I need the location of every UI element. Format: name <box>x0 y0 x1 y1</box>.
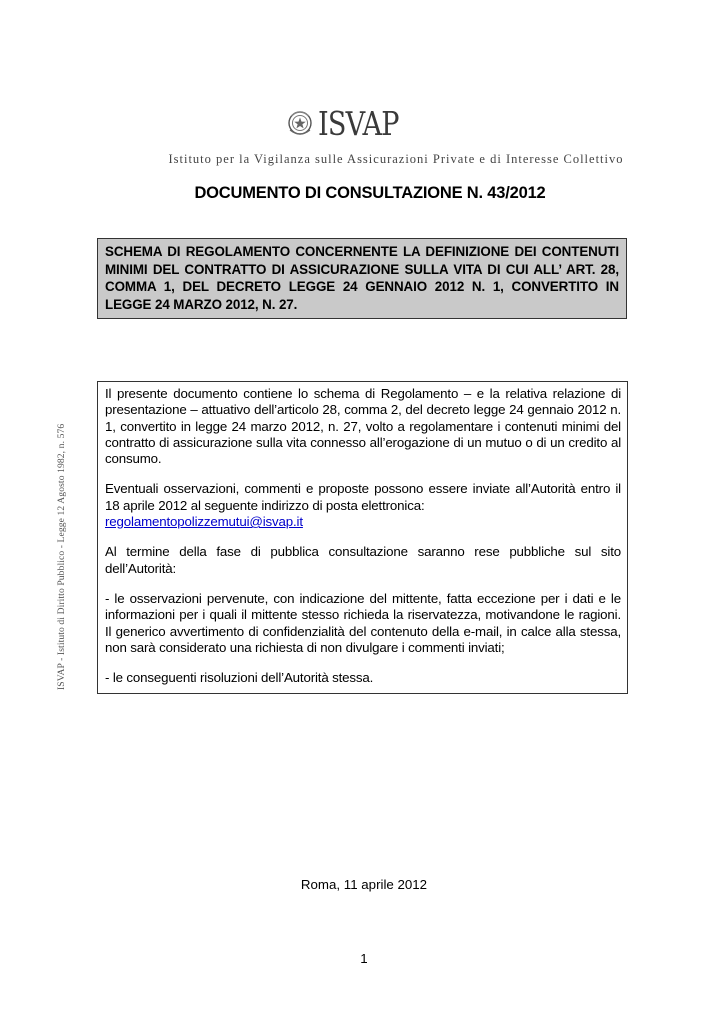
info-box <box>97 381 628 694</box>
document-title: DOCUMENTO DI CONSULTAZIONE N. 43/2012 <box>194 184 546 202</box>
info-paragraph: - le osservazioni pervenute, con indicazione del mittente, fatta eccezione per i dati e le informazioni per i quali il mittente stesso richieda la riservatezza, motivandone le ragioni. Il generico avvertimento di confidenzialità del contenuto della e-mail, in calce alla stessa, non sarà considerato una richiesta di non divulgare i commenti inviati; <box>105 590 621 655</box>
document-date: Roma, 11 aprile 2012 <box>300 877 428 892</box>
schema-box <box>97 238 627 319</box>
side-note: ISVAP - Istituto di Diritto Pubblico - Legge 12 Agosto 1982, n. 576 <box>56 423 67 690</box>
info-paragraph <box>105 481 621 530</box>
logo-text: ISVAP <box>318 104 399 143</box>
info-paragraph: Il presente documento contiene lo schema di Regolamento – e la relativa relazione di presentazione – attuativo dell’articolo 28, comma 2, del decreto legge 24 gennaio 2012 n. 1, convertito in legge 24 marzo 2012, n. 27, volto a regolamentare i contenuti minimi del contratto di assicurazione sulla vita connesso all’erogazione di un mutuo o di un credito al consumo. <box>105 386 621 467</box>
logo <box>0 100 724 152</box>
email-link[interactable]: regolamentopolizzemutui@isvap.it <box>105 514 303 530</box>
institute-subtitle: Istituto per la Vigilanza sulle Assicurazioni Private e di Interesse Collettivo <box>168 152 624 166</box>
info-paragraph: - le conseguenti risoluzioni dell’Autorità stessa. <box>105 670 374 686</box>
page-number: 1 <box>360 951 368 966</box>
schema-text: SCHEMA DI REGOLAMENTO CONCERNENTE LA DEFINIZIONE DEI CONTENUTI MINIMI DEL CONTRATTO DI ASSICURAZIONE SULLA VITA DI CUI ALL’ ART. 28, COMMA 1, DEL DECRETO LEGGE 24 GENNAIO 2012 N. 1, CONVERTITO IN LEGGE 24 MARZO 2012, N. 27. <box>105 244 619 312</box>
emblem-icon <box>287 108 313 138</box>
info-paragraph: Al termine della fase di pubblica consultazione saranno rese pubbliche sul sito dell’Autorità: <box>105 544 621 576</box>
info-paragraph-text: Eventuali osservazioni, commenti e proposte possono essere inviate all’Autorità entro il 18 aprile 2012 al seguente indirizzo di posta elettronica: <box>105 481 621 513</box>
